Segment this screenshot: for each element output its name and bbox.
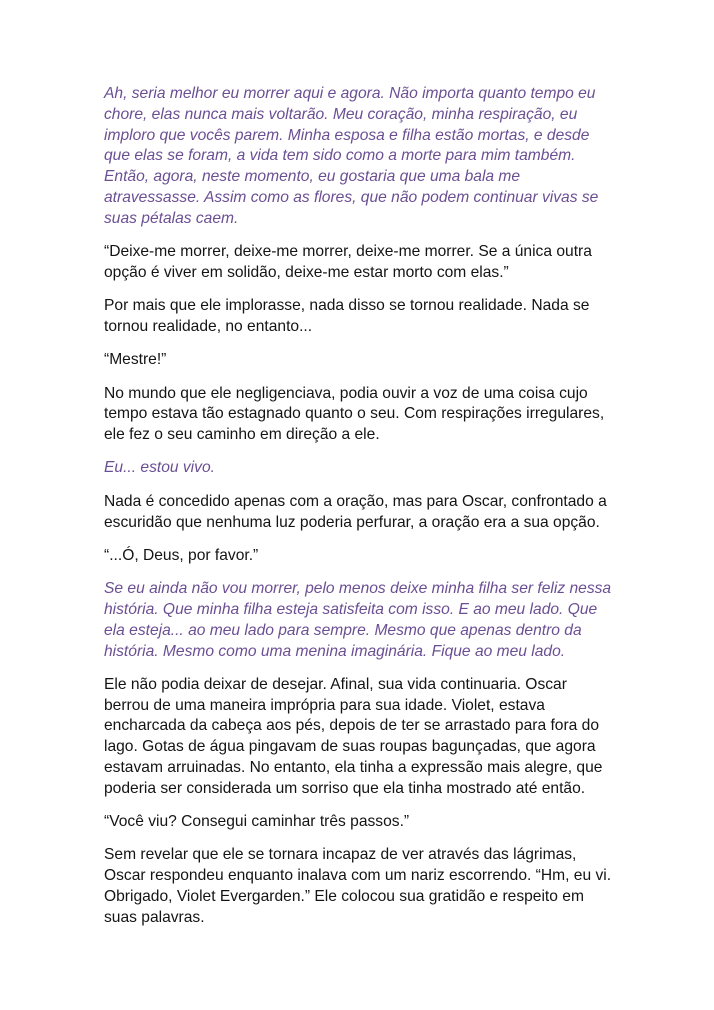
inner-monologue-paragraph <box>104 84 616 230</box>
document-page <box>104 84 616 941</box>
text-line: ela esteja... ao meu lado para sempre. Mesmo que apenas dentro da <box>104 621 582 639</box>
text-line: “Você viu? Consegui caminhar três passos.” <box>104 813 410 831</box>
text-line: “Deixe-me morrer, deixe-me morrer, deixe-me morrer. Se a única outra <box>104 243 592 261</box>
text-line: Oscar respondeu enquanto inalava com um nariz escorrendo. “Hm, eu vi. <box>104 867 612 885</box>
narrative-paragraph <box>104 812 616 833</box>
text-line: opção é viver em solidão, deixe-me estar morto com elas.” <box>104 263 509 281</box>
text-line: suas pétalas caem. <box>104 209 239 227</box>
text-line: atravessasse. Assim como as flores, que não podem continuar vivas se <box>104 188 599 206</box>
narrative-paragraph <box>104 546 616 567</box>
text-line: lago. Gotas de água pingavam de suas roupas bagunçadas, que agora <box>104 738 596 756</box>
text-line: Então, agora, neste momento, eu gostaria que uma bala me <box>104 168 521 186</box>
text-line: história. Mesmo como uma menina imaginária. Fique ao meu lado. <box>104 642 566 660</box>
narrative-paragraph <box>104 675 616 800</box>
text-line: ele fez o seu caminho em direção a ele. <box>104 426 380 444</box>
text-line: Por mais que ele implorasse, nada disso se tornou realidade. Nada se <box>104 297 590 315</box>
narrative-paragraph <box>104 350 616 371</box>
text-line: berrou de uma maneira imprópria para sua idade. Violet, estava <box>104 696 545 714</box>
text-line: estavam arruinadas. No entanto, ela tinha a expressão mais alegre, que <box>104 759 603 777</box>
text-line: Nada é concedido apenas com a oração, mas para Oscar, confrontado a <box>104 492 607 510</box>
text-line: tornou realidade, no entanto... <box>104 317 313 335</box>
inner-monologue-paragraph <box>104 458 616 479</box>
text-line: encharcada da cabeça aos pés, depois de ter se arrastado para fora do <box>104 717 599 735</box>
narrative-paragraph <box>104 845 616 928</box>
text-line: história. Que minha filha esteja satisfeita com isso. E ao meu lado. Que <box>104 600 598 618</box>
text-line: Eu... estou vivo. <box>104 459 215 477</box>
text-line: Sem revelar que ele se tornara incapaz de ver através das lágrimas, <box>104 846 577 864</box>
text-line: No mundo que ele negligenciava, podia ouvir a voz de uma coisa cujo <box>104 384 588 402</box>
text-line: Obrigado, Violet Evergarden.” Ele colocou sua gratidão e respeito em <box>104 888 584 905</box>
text-line: tempo estava tão estagnado quanto o seu. Com respirações irregulares, <box>104 405 605 423</box>
narrative-paragraph <box>104 384 616 446</box>
text-line: “Mestre!” <box>104 351 167 369</box>
text-line: suas palavras. <box>104 908 205 926</box>
text-line: poderia ser considerada um sorriso que ela tinha mostrado até então. <box>104 779 586 797</box>
text-line: Se eu ainda não vou morrer, pelo menos deixe minha filha ser feliz nessa <box>104 580 612 598</box>
text-line: imploro que vocês parem. Minha esposa e filha estão mortas, e desde <box>104 126 590 144</box>
text-line: Ele não podia deixar de desejar. Afinal, sua vida continuaria. Oscar <box>104 675 567 693</box>
text-line: escuridão que nenhuma luz poderia perfurar, a oração era a sua opção. <box>104 513 600 531</box>
narrative-paragraph <box>104 492 616 534</box>
text-line: chore, elas nunca mais voltarão. Meu coração, minha respiração, eu <box>104 105 578 123</box>
text-line: Ah, seria melhor eu morrer aqui e agora. Não importa quanto tempo eu <box>104 85 596 102</box>
narrative-paragraph <box>104 242 616 284</box>
text-line: “...Ó, Deus, por favor.” <box>104 546 259 564</box>
text-line: que elas se foram, a vida tem sido como a morte para mim também. <box>104 147 576 165</box>
narrative-paragraph <box>104 296 616 338</box>
inner-monologue-paragraph <box>104 579 616 662</box>
